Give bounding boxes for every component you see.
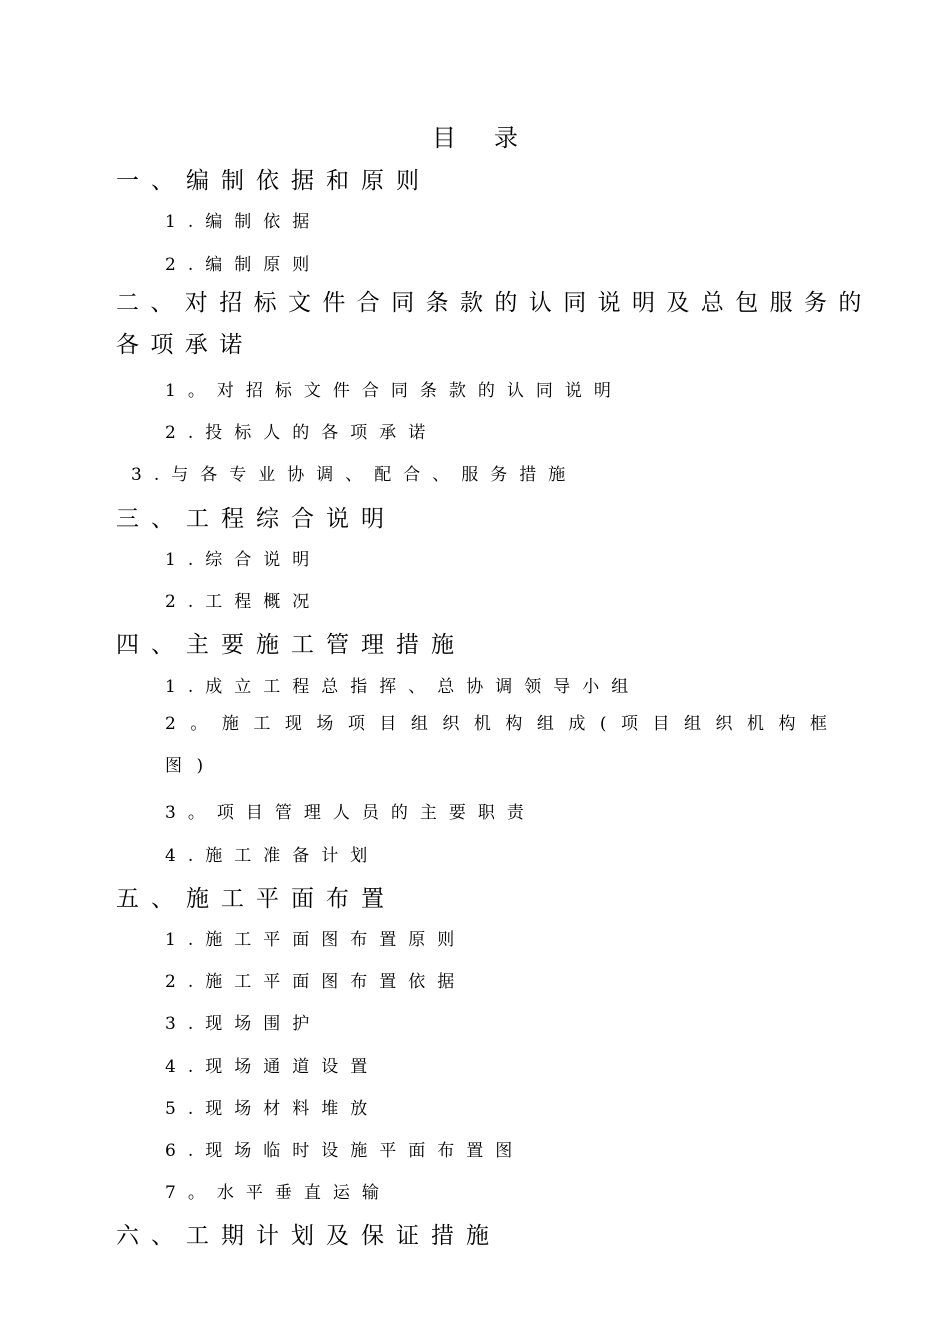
toc-item: 1.编制依据 (165, 212, 322, 232)
toc-item: 1.综合说明 (165, 550, 322, 570)
toc-item: 2.投标人的各项承诺 (165, 423, 438, 443)
toc-item: 2.编制原则 (165, 255, 322, 275)
toc-item: 1.成立工程总指挥、总协调领导小组 (165, 677, 641, 697)
toc-item: 7。水平垂直运输 (165, 1183, 391, 1203)
toc-item: 1.施工平面图布置原则 (165, 930, 467, 950)
toc-item: 2.工程概况 (165, 592, 322, 612)
toc-title: 目录 (432, 124, 556, 152)
section-heading-4: 四、主要施工管理措施 (116, 632, 466, 658)
toc-item: 2.施工平面图布置依据 (165, 972, 467, 992)
toc-item: 3.现场围护 (165, 1014, 322, 1034)
section-heading-2: 二、对招标文件合同条款的认同说明及总包服务的各项承诺 (116, 290, 873, 358)
toc-item: 4.施工准备计划 (165, 846, 380, 866)
toc-item: 2。施工现场项目组织机构组成(项目组织机构框图) (165, 714, 842, 776)
toc-item: 5.现场材料堆放 (165, 1099, 380, 1119)
section-heading-3: 三、工程综合说明 (116, 506, 396, 532)
section-heading-1: 一、编制依据和原则 (116, 168, 431, 194)
toc-item: 6.现场临时设施平面布置图 (165, 1141, 525, 1161)
toc-item: 3。项目管理人员的主要职责 (165, 803, 536, 823)
toc-item: 3.与各专业协调、配合、服务措施 (131, 465, 578, 485)
toc-item: 4.现场通道设置 (165, 1057, 380, 1077)
toc-item: 1。对招标文件合同条款的认同说明 (165, 381, 623, 401)
section-heading-6: 六、工期计划及保证措施 (116, 1223, 501, 1249)
section-heading-5: 五、施工平面布置 (116, 886, 396, 912)
